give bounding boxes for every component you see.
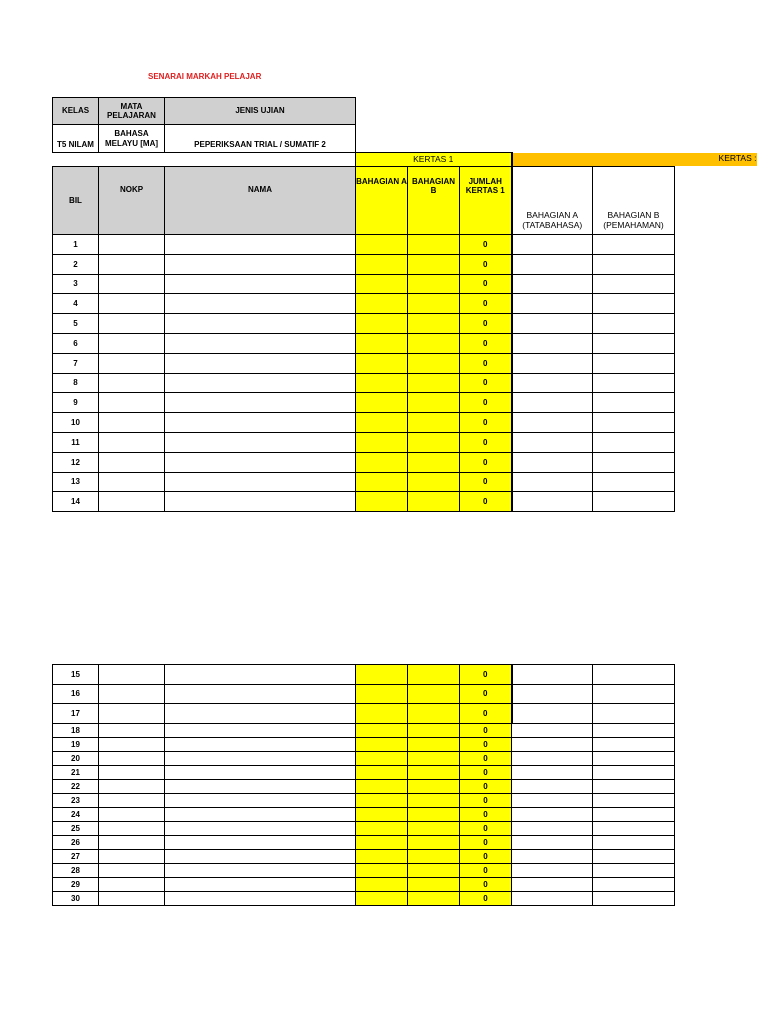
bahagian-b-cell[interactable] — [408, 864, 460, 878]
bahagian-a-cell[interactable] — [356, 432, 408, 452]
nokp-cell[interactable] — [99, 333, 165, 353]
table-row — [53, 836, 675, 850]
bahagian-a-cell[interactable] — [356, 822, 408, 836]
bahagian-b-cell[interactable] — [408, 393, 460, 413]
k2-bahagian-a-cell[interactable] — [512, 393, 593, 413]
k2-bahagian-a-cell[interactable] — [512, 822, 593, 836]
nama-cell[interactable] — [165, 353, 356, 373]
bahagian-b-cell[interactable] — [408, 274, 460, 294]
bahagian-b-cell[interactable] — [408, 472, 460, 492]
nokp-cell[interactable] — [99, 274, 165, 294]
bil-cell: 17 — [53, 704, 99, 724]
jenis-ujian-label: JENIS UJIAN — [165, 98, 356, 125]
k2-bahagian-b-cell[interactable] — [593, 808, 675, 822]
bahagian-b-cell[interactable] — [408, 235, 460, 255]
k2-bahagian-a-cell[interactable] — [512, 665, 593, 685]
mata-pelajaran-value[interactable]: BAHASA MELAYU [MA] — [99, 125, 165, 153]
k2-bahagian-b-cell[interactable] — [593, 452, 675, 472]
table-row — [53, 393, 757, 413]
bahagian-a-cell[interactable] — [356, 452, 408, 472]
nokp-cell[interactable] — [99, 724, 165, 738]
k2-bahagian-a-cell[interactable] — [512, 794, 593, 808]
k2-bahagian-b-cell[interactable] — [593, 836, 675, 850]
bil-cell: 16 — [53, 684, 99, 704]
nama-cell[interactable] — [165, 850, 356, 864]
table-row — [53, 294, 757, 314]
bil-cell: 6 — [53, 333, 99, 353]
nama-header: NAMA — [165, 167, 356, 235]
bil-cell: 25 — [53, 822, 99, 836]
bil-cell: 3 — [53, 274, 99, 294]
nokp-cell[interactable] — [99, 780, 165, 794]
k2-bahagian-a-cell[interactable] — [512, 780, 593, 794]
nama-cell[interactable] — [165, 314, 356, 334]
bahagian-b-cell[interactable] — [408, 808, 460, 822]
bahagian-b-cell[interactable] — [408, 822, 460, 836]
nokp-cell[interactable] — [99, 294, 165, 314]
jumlah-kertas-1-cell: 0 — [460, 353, 512, 373]
bahagian-b-cell[interactable] — [408, 373, 460, 393]
table-row — [53, 492, 757, 512]
k2-bahagian-a-cell[interactable] — [512, 492, 593, 512]
nama-cell[interactable] — [165, 254, 356, 274]
k2-bahagian-a-cell[interactable] — [512, 472, 593, 492]
table-row — [53, 864, 675, 878]
k2-bahagian-b-cell[interactable] — [593, 878, 675, 892]
k2-bahagian-b-cell[interactable] — [593, 413, 675, 433]
bahagian-b-cell[interactable] — [408, 333, 460, 353]
bahagian-a-header: BAHAGIAN A — [356, 167, 408, 235]
jumlah-kertas-1-cell: 0 — [460, 704, 512, 724]
nama-cell[interactable] — [165, 864, 356, 878]
jumlah-kertas-1-cell: 0 — [460, 254, 512, 274]
nokp-cell[interactable] — [99, 836, 165, 850]
k2-bahagian-b-cell[interactable] — [593, 294, 675, 314]
nama-cell[interactable] — [165, 836, 356, 850]
nama-cell[interactable] — [165, 452, 356, 472]
k2-bahagian-a-cell[interactable] — [512, 864, 593, 878]
bil-header: BIL — [53, 167, 99, 235]
k2-bahagian-a-cell[interactable] — [512, 314, 593, 334]
k2-bahagian-b-cell[interactable] — [593, 892, 675, 906]
bil-cell: 1 — [53, 235, 99, 255]
bahagian-a-cell[interactable] — [356, 492, 408, 512]
bil-cell: 9 — [53, 393, 99, 413]
kertas-1-group-header: KERTAS 1 — [356, 153, 512, 167]
table-row — [53, 822, 675, 836]
nokp-cell[interactable] — [99, 413, 165, 433]
k2-bahagian-b-cell[interactable] — [593, 373, 675, 393]
jumlah-kertas-1-cell: 0 — [460, 294, 512, 314]
nama-cell[interactable] — [165, 472, 356, 492]
table-row — [53, 878, 675, 892]
jumlah-kertas-1-cell: 0 — [460, 836, 512, 850]
bil-cell: 4 — [53, 294, 99, 314]
k2-bahagian-a-header: BAHAGIAN A (TATABAHASA) — [512, 167, 593, 235]
table-row — [53, 353, 757, 373]
nokp-cell[interactable] — [99, 684, 165, 704]
k2-bahagian-a-cell[interactable] — [512, 892, 593, 906]
table-row — [53, 808, 675, 822]
table-row — [53, 432, 757, 452]
bahagian-a-cell[interactable] — [356, 274, 408, 294]
k2-bahagian-b-header: BAHAGIAN B (PEMAHAMAN) — [593, 167, 675, 235]
nama-cell[interactable] — [165, 822, 356, 836]
bil-cell: 10 — [53, 413, 99, 433]
marks-table-bottom — [52, 664, 675, 906]
bil-cell: 20 — [53, 752, 99, 766]
bil-cell: 29 — [53, 878, 99, 892]
bahagian-b-cell[interactable] — [408, 704, 460, 724]
k2-bahagian-b-cell[interactable] — [593, 724, 675, 738]
nokp-cell[interactable] — [99, 254, 165, 274]
k2-bahagian-b-cell[interactable] — [593, 766, 675, 780]
nokp-cell[interactable] — [99, 864, 165, 878]
k2-bahagian-a-cell[interactable] — [512, 808, 593, 822]
nama-cell[interactable] — [165, 274, 356, 294]
bil-cell: 24 — [53, 808, 99, 822]
bil-cell: 21 — [53, 766, 99, 780]
k2-bahagian-a-cell[interactable] — [512, 836, 593, 850]
bahagian-b-cell[interactable] — [408, 314, 460, 334]
k2-bahagian-b-cell[interactable] — [593, 492, 675, 512]
nokp-cell[interactable] — [99, 314, 165, 334]
table-row — [53, 704, 675, 724]
nokp-cell[interactable] — [99, 492, 165, 512]
k2-bahagian-b-cell[interactable] — [593, 752, 675, 766]
nama-cell[interactable] — [165, 780, 356, 794]
marks-table-top — [52, 97, 757, 512]
k2-bahagian-a-cell[interactable] — [512, 850, 593, 864]
bil-cell: 19 — [53, 738, 99, 752]
bahagian-a-cell[interactable] — [356, 373, 408, 393]
jumlah-kertas-1-cell: 0 — [460, 492, 512, 512]
bahagian-b-cell[interactable] — [408, 492, 460, 512]
nama-cell[interactable] — [165, 892, 356, 906]
bahagian-a-cell[interactable] — [356, 353, 408, 373]
nama-cell[interactable] — [165, 432, 356, 452]
jumlah-kertas-1-cell: 0 — [460, 724, 512, 738]
bil-cell: 2 — [53, 254, 99, 274]
k2-bahagian-a-cell[interactable] — [512, 724, 593, 738]
bahagian-b-cell[interactable] — [408, 452, 460, 472]
nama-cell[interactable] — [165, 738, 356, 752]
k2-bahagian-b-cell[interactable] — [593, 822, 675, 836]
nama-cell[interactable] — [165, 808, 356, 822]
bahagian-a-cell[interactable] — [356, 864, 408, 878]
table-row — [53, 780, 675, 794]
bahagian-b-cell[interactable] — [408, 294, 460, 314]
bahagian-b-cell[interactable] — [408, 752, 460, 766]
nama-cell[interactable] — [165, 766, 356, 780]
bahagian-b-cell[interactable] — [408, 665, 460, 685]
table-row — [53, 892, 675, 906]
k2-bahagian-a-cell[interactable] — [512, 373, 593, 393]
k2-bahagian-b-cell[interactable] — [593, 864, 675, 878]
bahagian-a-cell[interactable] — [356, 724, 408, 738]
nama-cell[interactable] — [165, 724, 356, 738]
nokp-cell[interactable] — [99, 794, 165, 808]
k2-bahagian-b-cell[interactable] — [593, 314, 675, 334]
nokp-cell[interactable] — [99, 432, 165, 452]
bahagian-b-cell[interactable] — [408, 878, 460, 892]
bahagian-a-cell[interactable] — [356, 766, 408, 780]
table-row — [53, 766, 675, 780]
k2-bahagian-a-cell[interactable] — [512, 452, 593, 472]
bahagian-a-cell[interactable] — [356, 704, 408, 724]
bahagian-a-cell[interactable] — [356, 235, 408, 255]
jumlah-kertas-1-cell: 0 — [460, 878, 512, 892]
nama-cell[interactable] — [165, 294, 356, 314]
bahagian-b-cell[interactable] — [408, 892, 460, 906]
bahagian-b-cell[interactable] — [408, 836, 460, 850]
jumlah-kertas-1-cell: 0 — [460, 314, 512, 334]
nokp-cell[interactable] — [99, 704, 165, 724]
bahagian-a-cell[interactable] — [356, 472, 408, 492]
bil-cell: 26 — [53, 836, 99, 850]
table-row — [53, 254, 757, 274]
bil-cell: 12 — [53, 452, 99, 472]
jumlah-kertas-1-cell: 0 — [460, 472, 512, 492]
bahagian-a-cell[interactable] — [356, 314, 408, 334]
k2-bahagian-b-cell[interactable] — [593, 794, 675, 808]
bahagian-a-cell[interactable] — [356, 780, 408, 794]
bil-cell: 23 — [53, 794, 99, 808]
nokp-cell[interactable] — [99, 452, 165, 472]
bahagian-b-cell[interactable] — [408, 684, 460, 704]
jumlah-kertas-1-cell: 0 — [460, 665, 512, 685]
bil-cell: 27 — [53, 850, 99, 864]
k2-bahagian-a-cell[interactable] — [512, 333, 593, 353]
k2-bahagian-a-cell[interactable] — [512, 274, 593, 294]
bil-cell: 13 — [53, 472, 99, 492]
k2-bahagian-b-cell[interactable] — [593, 432, 675, 452]
kertas-2-group-header: KERTAS : — [512, 153, 757, 167]
nokp-cell[interactable] — [99, 752, 165, 766]
nokp-cell[interactable] — [99, 850, 165, 864]
bil-cell: 7 — [53, 353, 99, 373]
table-row — [53, 452, 757, 472]
nokp-cell[interactable] — [99, 892, 165, 906]
table-row — [53, 738, 675, 752]
k2-bahagian-b-cell[interactable] — [593, 738, 675, 752]
table-row — [53, 314, 757, 334]
k2-bahagian-a-cell[interactable] — [512, 294, 593, 314]
table-row — [53, 373, 757, 393]
nokp-cell[interactable] — [99, 665, 165, 685]
nama-cell[interactable] — [165, 333, 356, 353]
jumlah-kertas-1-cell: 0 — [460, 235, 512, 255]
k2-bahagian-b-cell[interactable] — [593, 472, 675, 492]
k2-bahagian-b-cell[interactable] — [593, 780, 675, 794]
bahagian-b-cell[interactable] — [408, 432, 460, 452]
bahagian-b-cell[interactable] — [408, 850, 460, 864]
nama-cell[interactable] — [165, 393, 356, 413]
bil-cell: 15 — [53, 665, 99, 685]
nokp-cell[interactable] — [99, 822, 165, 836]
jumlah-kertas-1-cell: 0 — [460, 452, 512, 472]
k2-bahagian-b-cell[interactable] — [593, 684, 675, 704]
k2-bahagian-b-cell[interactable] — [593, 393, 675, 413]
nokp-cell[interactable] — [99, 373, 165, 393]
jumlah-kertas-1-cell: 0 — [460, 738, 512, 752]
jumlah-kertas-1-cell: 0 — [460, 808, 512, 822]
bahagian-a-cell[interactable] — [356, 665, 408, 685]
jumlah-kertas-1-cell: 0 — [460, 373, 512, 393]
jumlah-kertas-1-cell: 0 — [460, 794, 512, 808]
bil-cell: 11 — [53, 432, 99, 452]
k2-bahagian-a-cell[interactable] — [512, 752, 593, 766]
k2-bahagian-b-cell[interactable] — [593, 665, 675, 685]
bahagian-a-cell[interactable] — [356, 254, 408, 274]
bahagian-b-cell[interactable] — [408, 254, 460, 274]
k2-bahagian-a-cell[interactable] — [512, 413, 593, 433]
bahagian-a-cell[interactable] — [356, 850, 408, 864]
k2-bahagian-b-cell[interactable] — [593, 353, 675, 373]
k2-bahagian-a-cell[interactable] — [512, 235, 593, 255]
table-row — [53, 333, 757, 353]
bahagian-a-cell[interactable] — [356, 892, 408, 906]
bahagian-a-cell[interactable] — [356, 393, 408, 413]
nama-cell[interactable] — [165, 878, 356, 892]
jumlah-kertas-1-cell: 0 — [460, 752, 512, 766]
table-row — [53, 794, 675, 808]
bahagian-a-cell[interactable] — [356, 413, 408, 433]
jumlah-kertas-1-cell: 0 — [460, 780, 512, 794]
table-row — [53, 665, 675, 685]
bahagian-a-cell[interactable] — [356, 794, 408, 808]
table-row — [53, 684, 675, 704]
bahagian-a-cell[interactable] — [356, 333, 408, 353]
nokp-cell[interactable] — [99, 738, 165, 752]
bil-cell: 28 — [53, 864, 99, 878]
table-row — [53, 752, 675, 766]
bahagian-b-cell[interactable] — [408, 780, 460, 794]
bil-cell: 14 — [53, 492, 99, 512]
kelas-label: KELAS — [53, 98, 99, 125]
k2-bahagian-b-cell[interactable] — [593, 333, 675, 353]
nokp-cell[interactable] — [99, 235, 165, 255]
k2-bahagian-b-cell[interactable] — [593, 254, 675, 274]
bahagian-a-cell[interactable] — [356, 878, 408, 892]
nokp-header: NOKP — [99, 167, 165, 235]
mata-pelajaran-label: MATA PELAJARAN — [99, 98, 165, 125]
k2-bahagian-b-cell[interactable] — [593, 704, 675, 724]
table-row — [53, 235, 757, 255]
bahagian-a-cell[interactable] — [356, 738, 408, 752]
k2-bahagian-b-cell[interactable] — [593, 274, 675, 294]
jumlah-kertas-1-cell: 0 — [460, 274, 512, 294]
nama-cell[interactable] — [165, 413, 356, 433]
k2-bahagian-b-cell[interactable] — [593, 235, 675, 255]
bahagian-a-cell[interactable] — [356, 836, 408, 850]
k2-bahagian-a-cell[interactable] — [512, 254, 593, 274]
jumlah-kertas-1-cell: 0 — [460, 333, 512, 353]
jumlah-kertas-1-cell: 0 — [460, 822, 512, 836]
nama-cell[interactable] — [165, 665, 356, 685]
nama-cell[interactable] — [165, 794, 356, 808]
k2-bahagian-a-cell[interactable] — [512, 738, 593, 752]
jumlah-kertas-1-cell: 0 — [460, 413, 512, 433]
nama-cell[interactable] — [165, 235, 356, 255]
bil-cell: 22 — [53, 780, 99, 794]
bahagian-b-cell[interactable] — [408, 413, 460, 433]
k2-bahagian-a-cell[interactable] — [512, 684, 593, 704]
nama-cell[interactable] — [165, 373, 356, 393]
bahagian-a-cell[interactable] — [356, 294, 408, 314]
table-row — [53, 413, 757, 433]
jumlah-kertas-1-cell: 0 — [460, 892, 512, 906]
nama-cell[interactable] — [165, 684, 356, 704]
jumlah-kertas-1-cell: 0 — [460, 766, 512, 780]
nama-cell[interactable] — [165, 492, 356, 512]
nama-cell[interactable] — [165, 704, 356, 724]
k2-bahagian-a-cell[interactable] — [512, 878, 593, 892]
nokp-cell[interactable] — [99, 766, 165, 780]
bahagian-a-cell[interactable] — [356, 684, 408, 704]
nama-cell[interactable] — [165, 752, 356, 766]
jumlah-kertas-1-cell: 0 — [460, 393, 512, 413]
nokp-cell[interactable] — [99, 353, 165, 373]
nokp-cell[interactable] — [99, 472, 165, 492]
nokp-cell[interactable] — [99, 393, 165, 413]
jenis-ujian-value[interactable]: PEPERIKSAAN TRIAL / SUMATIF 2 — [165, 125, 356, 153]
jumlah-kertas-1-header: JUMLAH KERTAS 1 — [460, 167, 512, 235]
bahagian-b-cell[interactable] — [408, 738, 460, 752]
bahagian-b-cell[interactable] — [408, 353, 460, 373]
bahagian-b-cell[interactable] — [408, 724, 460, 738]
jumlah-kertas-1-cell: 0 — [460, 864, 512, 878]
nokp-cell[interactable] — [99, 808, 165, 822]
k2-bahagian-a-cell[interactable] — [512, 432, 593, 452]
bahagian-a-cell[interactable] — [356, 808, 408, 822]
kelas-value[interactable]: T5 NILAM — [53, 125, 99, 153]
k2-bahagian-b-cell[interactable] — [593, 850, 675, 864]
table-row — [53, 850, 675, 864]
table-row — [53, 472, 757, 492]
bil-cell: 18 — [53, 724, 99, 738]
bahagian-a-cell[interactable] — [356, 752, 408, 766]
nokp-cell[interactable] — [99, 878, 165, 892]
bahagian-b-cell[interactable] — [408, 766, 460, 780]
jumlah-kertas-1-cell: 0 — [460, 684, 512, 704]
k2-bahagian-a-cell[interactable] — [512, 353, 593, 373]
k2-bahagian-a-cell[interactable] — [512, 704, 593, 724]
table-row — [53, 724, 675, 738]
bil-cell: 8 — [53, 373, 99, 393]
bahagian-b-cell[interactable] — [408, 794, 460, 808]
bil-cell: 5 — [53, 314, 99, 334]
k2-bahagian-a-cell[interactable] — [512, 766, 593, 780]
bahagian-b-header: BAHAGIAN B — [408, 167, 460, 235]
jumlah-kertas-1-cell: 0 — [460, 850, 512, 864]
page-title: SENARAI MARKAH PELAJAR — [148, 72, 262, 81]
bil-cell: 30 — [53, 892, 99, 906]
table-row — [53, 274, 757, 294]
jumlah-kertas-1-cell: 0 — [460, 432, 512, 452]
